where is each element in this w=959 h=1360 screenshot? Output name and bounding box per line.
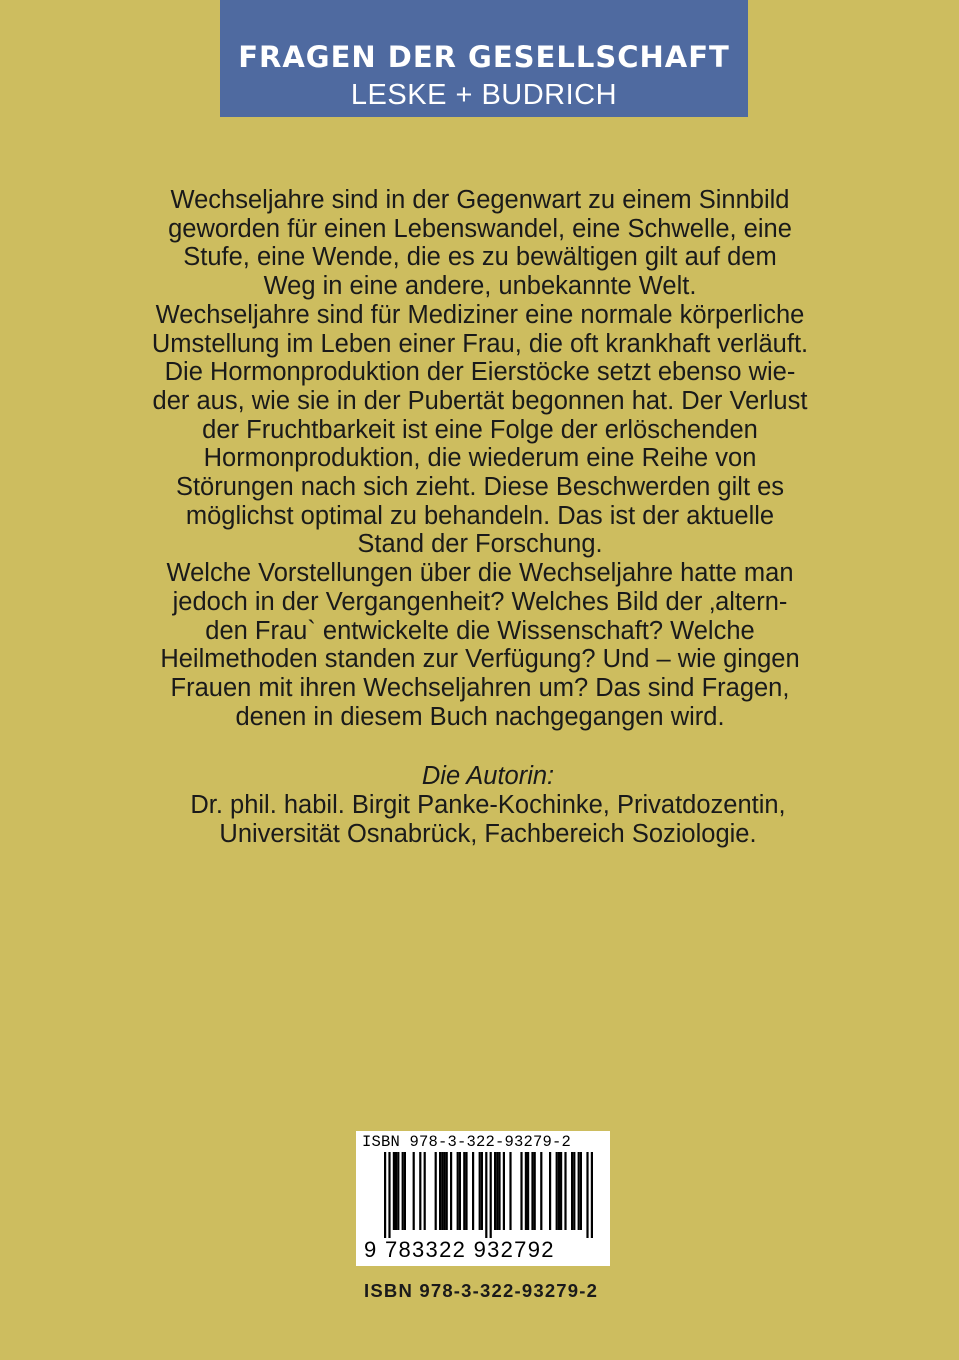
barcode-bar bbox=[419, 1152, 421, 1230]
barcode-bar bbox=[435, 1152, 437, 1230]
barcode-bar bbox=[479, 1152, 481, 1230]
barcode-bar bbox=[540, 1152, 542, 1230]
barcode-bar bbox=[450, 1152, 452, 1230]
blurb-line: geworden für einen Lebenswandel, eine Schwelle, eine bbox=[168, 214, 792, 243]
blurb-line: Die Hormonproduktion der Eierstöcke setzt ebenso wie- bbox=[164, 358, 796, 387]
blurb-line: Heilmethoden standen zur Verfügung? Und – wie gingen bbox=[160, 645, 800, 674]
barcode-bar bbox=[481, 1152, 483, 1230]
author-affiliation: Universität Osnabrück, Fachbereich Soziologie. bbox=[219, 820, 757, 848]
blurb-line: möglichst optimal zu behandeln. Das ist der aktuelle bbox=[185, 501, 775, 530]
blurb-line: Hormonproduktion, die wiederum eine Reihe von bbox=[203, 444, 757, 473]
series-banner bbox=[220, 0, 748, 117]
barcode-bar bbox=[520, 1152, 522, 1230]
barcode-bar bbox=[413, 1152, 415, 1230]
blurb-line: den Frau` entwickelte die Wissenschaft? Welche bbox=[205, 616, 755, 645]
barcode-bar bbox=[549, 1152, 551, 1230]
isbn-text: ISBN 978-3-322-93279-2 bbox=[364, 1280, 599, 1301]
author-heading: Die Autorin: bbox=[421, 762, 555, 790]
barcode-bar bbox=[465, 1152, 467, 1230]
blurb-line: denen in diesem Buch nachgegangen wird. bbox=[235, 702, 725, 731]
blurb-line: Stand der Forschung. bbox=[357, 530, 603, 559]
barcode-bar bbox=[404, 1152, 406, 1230]
barcode-isbn-label: ISBN 978-3-322-93279-2 bbox=[362, 1133, 572, 1151]
blurb-line: Umstellung im Leben einer Frau, die oft krankhaft verläuft. bbox=[151, 329, 809, 358]
series-title: FRAGEN DER GESELLSCHAFT bbox=[238, 40, 730, 74]
barcode-bar bbox=[388, 1152, 390, 1238]
barcode-bar bbox=[384, 1152, 386, 1238]
barcode-bar bbox=[531, 1152, 533, 1230]
blurb-line: jedoch in der Vergangenheit? Welches Bild der ‚altern- bbox=[172, 587, 788, 616]
barcode-bar bbox=[472, 1152, 474, 1230]
author-credentials: Dr. phil. habil. Birgit Panke-Kochinke, Privatdozentin, bbox=[190, 791, 786, 819]
barcode-bar bbox=[457, 1152, 459, 1230]
barcode-bar bbox=[402, 1152, 404, 1230]
blurb-line: Wechseljahre sind für Mediziner eine normale körperliche bbox=[155, 300, 805, 329]
barcode-bar bbox=[439, 1152, 441, 1230]
barcode-bar bbox=[527, 1152, 529, 1230]
barcode-bar bbox=[564, 1152, 566, 1230]
barcode-bar bbox=[571, 1152, 573, 1230]
barcode-bar bbox=[509, 1152, 511, 1230]
barcode-bar bbox=[397, 1152, 399, 1230]
barcode-bar bbox=[395, 1152, 397, 1230]
barcode-bar bbox=[556, 1152, 558, 1230]
barcode-bar bbox=[424, 1152, 426, 1230]
barcode-bar bbox=[580, 1152, 582, 1230]
barcode-bar bbox=[558, 1152, 560, 1230]
blurb-line: Wechseljahre sind in der Gegenwart zu einem Sinnbild bbox=[170, 186, 790, 214]
barcode-bar bbox=[591, 1152, 593, 1238]
barcode-bar bbox=[494, 1152, 496, 1230]
barcode-bar bbox=[578, 1152, 580, 1230]
barcode-bar bbox=[393, 1152, 395, 1230]
author-info bbox=[100, 762, 876, 849]
barcode-bar bbox=[534, 1152, 536, 1230]
barcode-icon bbox=[362, 1152, 604, 1238]
barcode-bar bbox=[490, 1152, 492, 1238]
barcode-bar bbox=[459, 1152, 461, 1230]
barcode-bar bbox=[586, 1152, 588, 1238]
barcode-bar bbox=[498, 1152, 500, 1230]
publisher-name: LESKE + BUDRICH bbox=[350, 79, 618, 111]
barcode-digits: 9 783322 932792 bbox=[364, 1237, 555, 1262]
barcode-bar bbox=[443, 1152, 445, 1230]
barcode-bar bbox=[573, 1152, 575, 1230]
blurb-line: Stufe, eine Wende, die es zu bewältigen gilt auf dem bbox=[183, 243, 777, 272]
barcode-bar bbox=[463, 1152, 465, 1230]
barcode-bar bbox=[496, 1152, 498, 1230]
barcode-bar bbox=[485, 1152, 487, 1238]
barcode-bar bbox=[503, 1152, 505, 1230]
blurb-line: Störungen nach sich zieht. Diese Beschwerden gilt es bbox=[175, 473, 785, 502]
barcode-bar bbox=[446, 1152, 448, 1230]
barcode-bar bbox=[525, 1152, 527, 1230]
blurb-line: Welche Vorstellungen über die Wechseljahre hatte man bbox=[166, 559, 794, 588]
barcode-box bbox=[356, 1131, 610, 1266]
blurb-line: der Fruchtbarkeit ist eine Folge der erlöschenden bbox=[202, 415, 758, 444]
blurb-text bbox=[100, 186, 860, 731]
barcode-bar bbox=[560, 1152, 562, 1230]
blurb-line: Frauen mit ihren Wechseljahren um? Das sind Fragen, bbox=[170, 673, 790, 702]
blurb-line: der aus, wie sie in der Pubertät begonnen hat. Der Verlust bbox=[152, 386, 808, 415]
barcode-bar bbox=[441, 1152, 443, 1230]
blurb-line: Weg in eine andere, unbekannte Welt. bbox=[263, 272, 697, 301]
